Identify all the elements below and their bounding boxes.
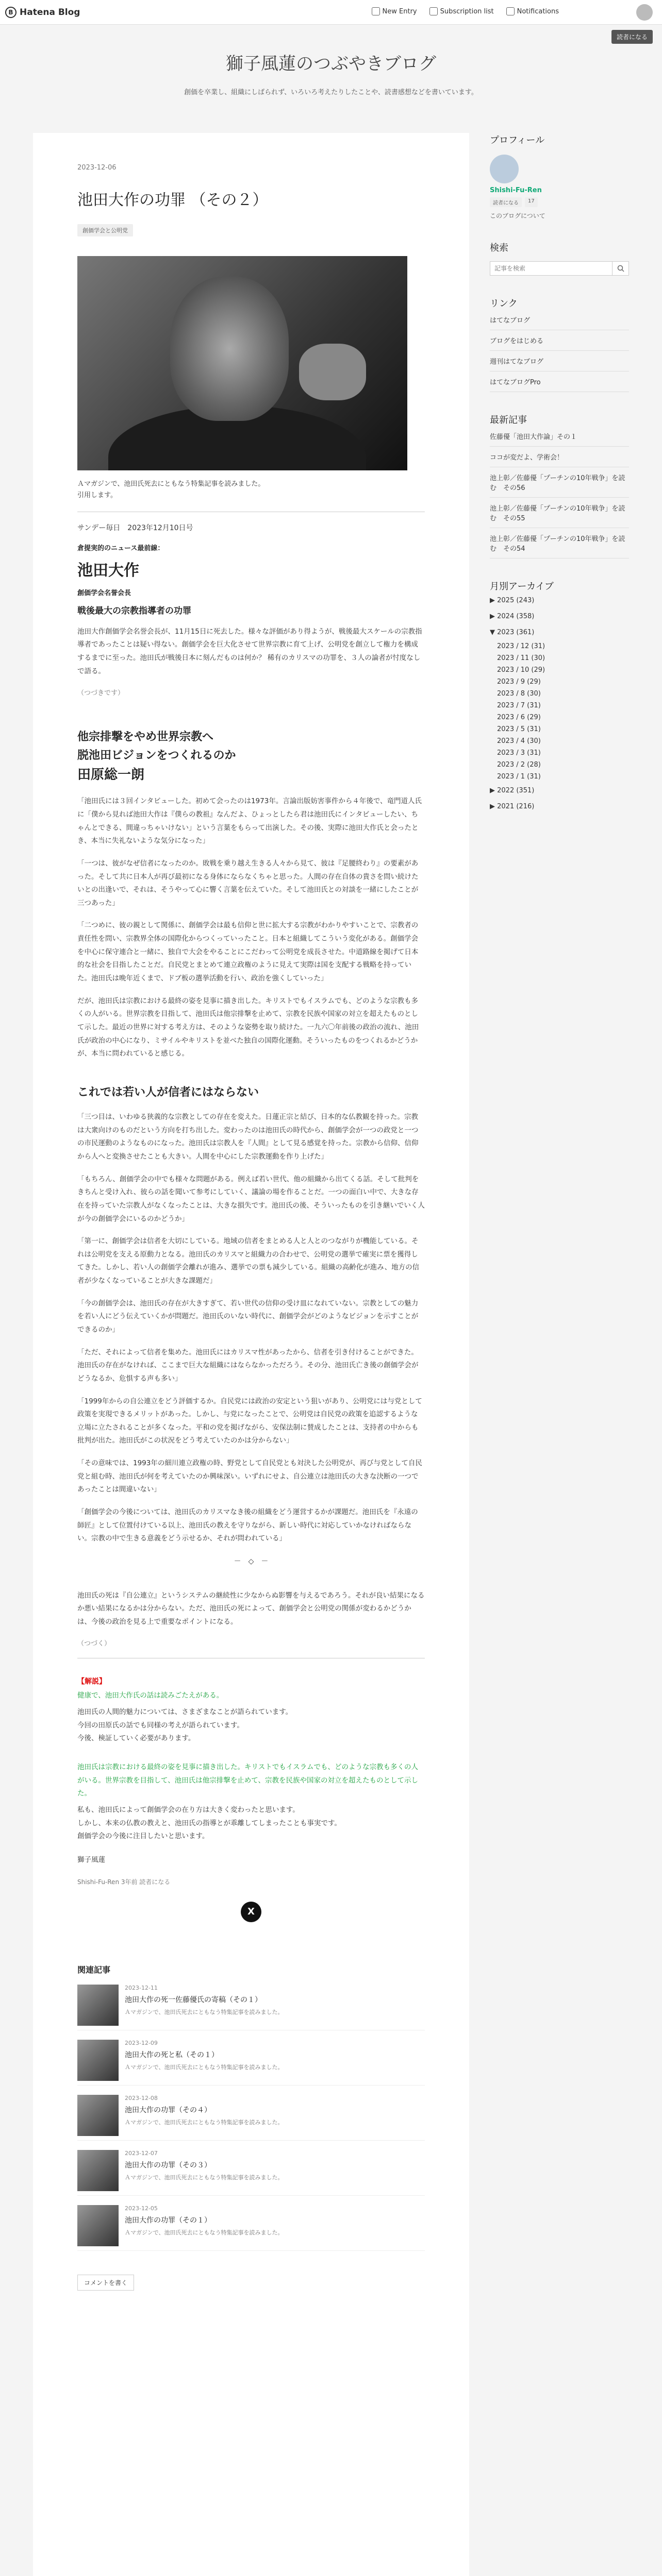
- related-item[interactable]: [77, 2150, 425, 2196]
- archive-year[interactable]: ▼ 2023 (361): [490, 629, 535, 636]
- note-paragraph: 今後、検証していく必要があります。: [77, 1734, 195, 1743]
- pencil-icon: [372, 7, 380, 15]
- photo-face-shape: [170, 277, 289, 421]
- archive-month[interactable]: 2023 / 10 (29): [497, 666, 545, 674]
- archive-month[interactable]: 2023 / 9 (29): [497, 678, 541, 686]
- archive-year[interactable]: ▶ 2022 (351): [490, 787, 535, 794]
- related-thumb: [77, 1985, 119, 2026]
- notifications-label: Notifications: [517, 7, 559, 15]
- body-paragraph: 「その意味では、1993年の細川連立政権の時、野党として自民党とも対決した公明党が、再び与党として自民党と組む時、池田氏が何を考えていたのか興味深い。いずれにせよ、自公連立は池田氏の大きな決断の一つであったことは間違いない」: [77, 1459, 422, 1494]
- section-heading-a: 他宗排撃をやめ世界宗教へ: [77, 731, 214, 744]
- profile-badges: [490, 197, 629, 207]
- body-paragraph: 「今の創価学会は、池田氏の存在が大きすぎて、若い世代の信仰の受け皿になれていない。宗教としての魅力を若い人にどう伝えていくかが問題だ。池田氏のいない時代に、創価学会がどのようなビジョンを示すことができるのか」: [77, 1299, 419, 1334]
- blog-title[interactable]: 獅子風蓮のつぶやきブログ: [226, 54, 436, 74]
- main-content: [33, 133, 469, 2576]
- search-button[interactable]: [613, 261, 629, 276]
- hatena-logo[interactable]: [5, 7, 80, 18]
- archive-month[interactable]: 2023 / 1 (31): [497, 773, 541, 781]
- body-paragraph: 「創価学会の今後については、池田氏のカリスマなき後の組織をどう運営するかが課題だ。池田氏を『永遠の師匠』として位置付けている以上、池田氏の教えを守りながら、新しい時代に対応していかなければならない。宗教の中で生きる意義をどう示せるか、それが問われている」: [77, 1508, 418, 1543]
- sidebar-link[interactable]: はてなブログ: [490, 310, 629, 330]
- links-module: [490, 296, 629, 392]
- notifications-link[interactable]: [506, 7, 559, 15]
- related-name[interactable]: 池田大作の功罪（その３）: [125, 2161, 211, 2170]
- article-photo: [77, 256, 407, 470]
- intro-paragraph: 池田大作創価学会名誉会長が、11月15日に死去した。様々な評価があり得ようが、戦後最大スケールの宗教指導者であったことは疑い得ない。創価学会を巨大化させて世界宗教に育て上げ、公明党を創立して権力を構成するまでに至った。池田氏が戦後日本に刻んだものは何か？ 稀有のカリスマの功罪を、３人の論者が忖度なしで語る。: [77, 627, 422, 675]
- body-paragraph: 「三つ目は、いわゆる狭義的な宗教としての存在を変えた。日蓮正宗と結び、日本的な仏教観を持った。宗教は大衆向けのものだという方向を打ち出した。変わったのは池田氏の時代から、創価学会が一つの政党と一つの市民運動のようなものになった。池田氏は宗教人を『人間』として見る感覚を持った。宗教から信仰、信仰から人へと変換させたことも大きい。人間を中心にした宗教運動を作り上げた」: [77, 1113, 419, 1161]
- related-name[interactable]: 池田大作の功罪（その１）: [125, 2216, 211, 2225]
- subscription-link[interactable]: [429, 7, 494, 15]
- related-name[interactable]: 池田大作の功罪（その４）: [125, 2106, 211, 2114]
- note-paragraph: 健康で、池田大作氏の話は読みごたえがある。: [77, 1691, 224, 1700]
- sidebar-link[interactable]: 週刊はてなブログ: [490, 351, 629, 371]
- source-line: サンデー毎日 2023年12月10日号: [77, 524, 193, 533]
- archive-month[interactable]: 2023 / 12 (31): [497, 642, 545, 650]
- continue-note: （つづく）: [77, 1640, 111, 1648]
- section-heading-c: これでは若い人が信者にはならない: [77, 1086, 259, 1099]
- related-item[interactable]: [77, 2040, 425, 2086]
- archive-year[interactable]: ▶ 2024 (358): [490, 613, 535, 620]
- note-paragraph: 今回の田原氏の話でも同様の考えが語られています。: [77, 1721, 244, 1730]
- related-item[interactable]: [77, 1985, 425, 2030]
- subhead-news: 倉提実的のニュース最前線：: [77, 544, 164, 552]
- archive-month[interactable]: 2023 / 2 (28): [497, 761, 541, 769]
- recent-module: [490, 413, 629, 558]
- section-heading-name: 田原総一朗: [77, 767, 145, 783]
- related-info: [125, 2040, 284, 2081]
- bell-icon: [506, 7, 515, 15]
- body-paragraph: 「もちろん、創価学会の中でも様々な問題がある。例えば若い世代、他の組織から出てくる話。そして批判をきちんと受け入れ、彼らの話を聞いて参考にしていく、議論の場を作ることだ。一つの面白い中で、大きな存在を持っていた宗教人がなくなったことは、大きな損失です。池田氏の後、そういったものを引き継いでいく人が今の創価学会にいるのかどうか」: [77, 1175, 425, 1223]
- logo-text: Hatena Blog: [20, 7, 80, 18]
- subscribe-button[interactable]: 読者になる: [611, 30, 653, 44]
- archive-month[interactable]: 2023 / 6 (29): [497, 714, 541, 721]
- signature: 獅子風蓮: [77, 1855, 105, 1864]
- separator: － ◇ －: [234, 1557, 269, 1566]
- body-paragraph: 「第一に、創価学会は信者を大切にしている。地域の信者をまとめる人と人とのつながりが機能している。それは公明党を支える原動力となる。池田氏のカリスマと組織力の合わせで、公明党の選挙で確実に票を獲得してきた。しかし、若い人の創価学会離れが進み、選挙での票も減少している。組織の高齢化が進み、地方の信者が少なくなっていることが大きな課題だ」: [77, 1237, 420, 1285]
- author-row[interactable]: Shishi-Fu-Ren 3年前 読者になる: [77, 1878, 171, 1886]
- list-icon: [429, 7, 438, 15]
- note-paragraph: 創価学会の今後に注目したいと思います。: [77, 1832, 209, 1841]
- body-paragraph: 「二つめに、彼の親として関係に、創価学会は最も信仰と世に拡大する宗教がわかりやすいことで、宗教者の責任性を問い、宗教界全体の国際化からつくっていったこと。日本と組織してこういう変化がある。創価学会を中心に保守連合と一緒に、独自で大会をやることにこだわって公明党を成長させた。中道路線を掲げて日本的な社会を目指したことだ。自民党とまとめて連立政権のように見えて実際は国を支配する戦略を持っていた。池田氏は晩年近くまで、ドブ板の選挙活動を行い、政治を強くしていった」: [77, 921, 419, 982]
- related-name[interactable]: 池田大作の死と私（その１）: [125, 2050, 219, 2059]
- body-paragraph: 「池田氏には３回インタビューした。初めて会ったのは1973年。言論出版妨害事件から４年後で、竜門道人氏に「僕から見れば池田大作は『僕らの教祖』なんだよ、ひょっとしたら君は池田氏にインタビューしたい、ちゃんとできる、間違っちゃいけない」という言葉をもらって出演した。その後、実際に池田大作氏と会ったとき、本当に失礼ないような気分になった」: [77, 797, 422, 845]
- note-label: 【解説】: [77, 1677, 106, 1686]
- subscribe-badge[interactable]: 読者になる: [490, 197, 522, 207]
- profile-title: プロフィール: [490, 135, 545, 146]
- recent-entry[interactable]: 池上彰／佐藤優「プーチンの10年戦争」を読む その54: [490, 528, 629, 558]
- subhead-main: 戦後最大の宗教指導者の功罪: [77, 605, 191, 616]
- related-thumb: [77, 2095, 119, 2136]
- photo-hand-shape: [299, 344, 366, 400]
- archive-month[interactable]: 2023 / 5 (31): [497, 725, 541, 733]
- recent-entry[interactable]: 佐藤優「池田大作論」その１: [490, 426, 629, 447]
- archive-module: [490, 579, 629, 815]
- sidebar-link[interactable]: はてなブログPro: [490, 371, 629, 392]
- related-list: [77, 1985, 425, 2251]
- subject-name: 池田大作: [77, 561, 139, 580]
- about-blog-link[interactable]: このブログについて: [490, 212, 545, 219]
- body-paragraph: だが、池田氏は宗教における最終の姿を見事に描き出した。キリストでもイスラムでも、どのような宗教も多くの人がいる。世界宗教を目指して、池田氏は他宗排撃を止めて、宗教を民族や国家の対立を超えたものとして示した。最近の世界に対する考え方は、そのような姿勢を取り続けた。一九六〇年前後の政治の流れ、池田氏が政治の中心になり、ミサイルやキリストを並べた独自の国際化運動。そういったものをつくれるかどうかが、本当に問われていると感じる。: [77, 996, 419, 1058]
- related-thumb: [77, 2150, 119, 2191]
- x-icon: X: [247, 1906, 255, 1918]
- body-paragraph: 「ただ、それによって信者を集めた。池田氏にはカリスマ性があったから、信者を引き付けることができた。池田氏の存在がなければ、ここまで巨大な組織にはならなかっただろう。その分、池田氏亡き後の創価学会がどうなるか、危惧する声も多い」: [77, 1348, 419, 1383]
- search-module: [490, 241, 629, 276]
- search-input[interactable]: [490, 261, 613, 276]
- hatena-logo-icon: B: [5, 7, 16, 18]
- profile-username[interactable]: Shishi-Fu-Ren: [490, 187, 542, 194]
- sidebar: [490, 133, 629, 835]
- archive-month[interactable]: 2023 / 8 (30): [497, 690, 541, 698]
- note-quote: 池田氏は宗教における最終の姿を見事に描き出した。キリストでもイスラムでも、どのような宗教も多くの人がいる。世界宗教を目指して、池田氏は他宗排撃を止めて、宗教を民族や国家の対立を超えたものとして示した。: [77, 1763, 418, 1798]
- related-item[interactable]: [77, 2205, 425, 2251]
- archive-year[interactable]: ▶ 2025 (243): [490, 597, 535, 604]
- user-avatar[interactable]: [636, 4, 653, 21]
- x-share-button[interactable]: [241, 1902, 261, 1922]
- related-date: 2023-12-09: [125, 2039, 158, 2046]
- related-info: [125, 2150, 284, 2191]
- related-snippet: Ａマガジンで、池田氏死去にともなう特集記事を読みました。: [125, 2063, 284, 2071]
- section-heading-b: 脱池田ビジョンをつくれるのか: [77, 749, 236, 762]
- related-date: 2023-12-08: [125, 2094, 158, 2102]
- search-icon: [617, 265, 624, 272]
- subject-title: 創価学会名誉会長: [77, 589, 131, 597]
- note-paragraph: しかし、本来の仏教の教えと、池田氏の指導とが乖離してしまったことも事実です。: [77, 1819, 341, 1827]
- archive-month[interactable]: 2023 / 3 (31): [497, 749, 541, 757]
- profile-module: [490, 133, 629, 220]
- entry-title[interactable]: 池田大作の功罪 （その２）: [77, 191, 268, 209]
- search-form: [490, 261, 629, 276]
- category-badge[interactable]: 創価学会と公明党: [77, 224, 133, 236]
- blog-description: 創価を卒業し、組織にしばられず、いろいろ考えたりしたことや、読書感想などを書いています。: [184, 89, 478, 96]
- entry-date[interactable]: 2023-12-06: [77, 164, 117, 172]
- related-item[interactable]: [77, 2095, 425, 2141]
- comment-button[interactable]: コメントを書く: [77, 2275, 134, 2291]
- related-thumb: [77, 2205, 119, 2246]
- recent-entry[interactable]: 池上彰／佐藤優「プーチンの10年戦争」を読む その55: [490, 498, 629, 528]
- related-snippet: Ａマガジンで、池田氏死去にともなう特集記事を読みました。: [125, 2229, 284, 2236]
- related-thumb: [77, 2040, 119, 2081]
- recent-entry[interactable]: 池上彰／佐藤優「プーチンの10年戦争」を読む その56: [490, 467, 629, 498]
- note-paragraph: 池田氏の人間的魅力については、さまざまなことが語られています。: [77, 1708, 293, 1717]
- related-snippet: Ａマガジンで、池田氏死去にともなう特集記事を読みました。: [125, 2008, 284, 2015]
- read-more: （つづきです）: [77, 689, 125, 698]
- archive-month[interactable]: 2023 / 11 (30): [497, 654, 545, 662]
- header-nav: [372, 7, 559, 15]
- new-entry-link[interactable]: [372, 7, 417, 15]
- global-header: [0, 0, 662, 25]
- body-paragraph: 「1999年からの自公連立をどう評価するか。自民党には政治の安定という狙いがあり、公明党には与党として政策を実現できるメリットがあった。しかし、与党になったことで、公明党は自民党の政策を追認するような立場に立たされることが多くなった。平和の党を掲げながら、安保法制に賛成したことは、支持者の中からも批判が出た。池田氏がこの状況をどう考えていたのかは分からない」: [77, 1397, 422, 1445]
- archive-month[interactable]: 2023 / 4 (30): [497, 737, 541, 745]
- related-info: [125, 2095, 284, 2136]
- related-title: 関連記事: [77, 1964, 111, 1975]
- related-snippet: Ａマガジンで、池田氏死去にともなう特集記事を読みました。: [125, 2119, 284, 2126]
- body-paragraph: 池田氏の死は『自公連立』というシステムの継続性に少なからぬ影響を与えるであろう。それが良い結果になるか悪い結果になるかは分からない。ただ、池田氏の死によって、創価学会と公明党の関係が変わるかどうかは、今後の政治を見る上で重要なポイントになる。: [77, 1591, 425, 1626]
- related-snippet: Ａマガジンで、池田氏死去にともなう特集記事を読みました。: [125, 2174, 284, 2181]
- photo-caption: Ａマガジンで、池田氏死去にともなう特集記事を読みました。 引用します。: [77, 480, 265, 500]
- related-date: 2023-12-07: [125, 2149, 158, 2157]
- recent-title: 最新記事: [490, 415, 527, 426]
- related-date: 2023-12-11: [125, 1984, 158, 1991]
- related-date: 2023-12-05: [125, 2205, 158, 2212]
- links-title: リンク: [490, 298, 518, 309]
- profile-avatar[interactable]: [490, 155, 519, 183]
- related-info: [125, 1985, 284, 2026]
- body-paragraph: 「一つは、彼がなぜ信者になったのか。敗戦を乗り越え生きる人々から見て、彼は『足腰終わり』の要素があった。そして共に日本人が再び最初になる身体にならなくちゃと思った。人間の存在自体の貴さを問い続けたいとの出逢いで、それは、そうやって心に響く言葉を伝えていた。そして池田氏との対談を一緒にしたことが三つあった」: [77, 859, 419, 907]
- archive-month[interactable]: 2023 / 7 (31): [497, 702, 541, 709]
- subscriber-count: 17: [525, 197, 538, 207]
- recent-entry[interactable]: ココが変だよ、学術会！: [490, 447, 629, 467]
- new-entry-label: New Entry: [382, 7, 417, 15]
- subscription-label: Subscription list: [440, 7, 494, 15]
- note-paragraph: 私も、池田氏によって創価学会の在り方は大きく変わったと思います。: [77, 1805, 300, 1814]
- search-title: 検索: [490, 243, 508, 253]
- sidebar-link[interactable]: ブログをはじめる: [490, 330, 629, 351]
- archive-year[interactable]: ▶ 2021 (216): [490, 803, 535, 810]
- archive-title: 月別アーカイブ: [490, 581, 554, 592]
- related-name[interactable]: 池田大作の死一佐藤優氏の寄稿（その１）: [125, 1995, 262, 2004]
- related-info: [125, 2205, 284, 2246]
